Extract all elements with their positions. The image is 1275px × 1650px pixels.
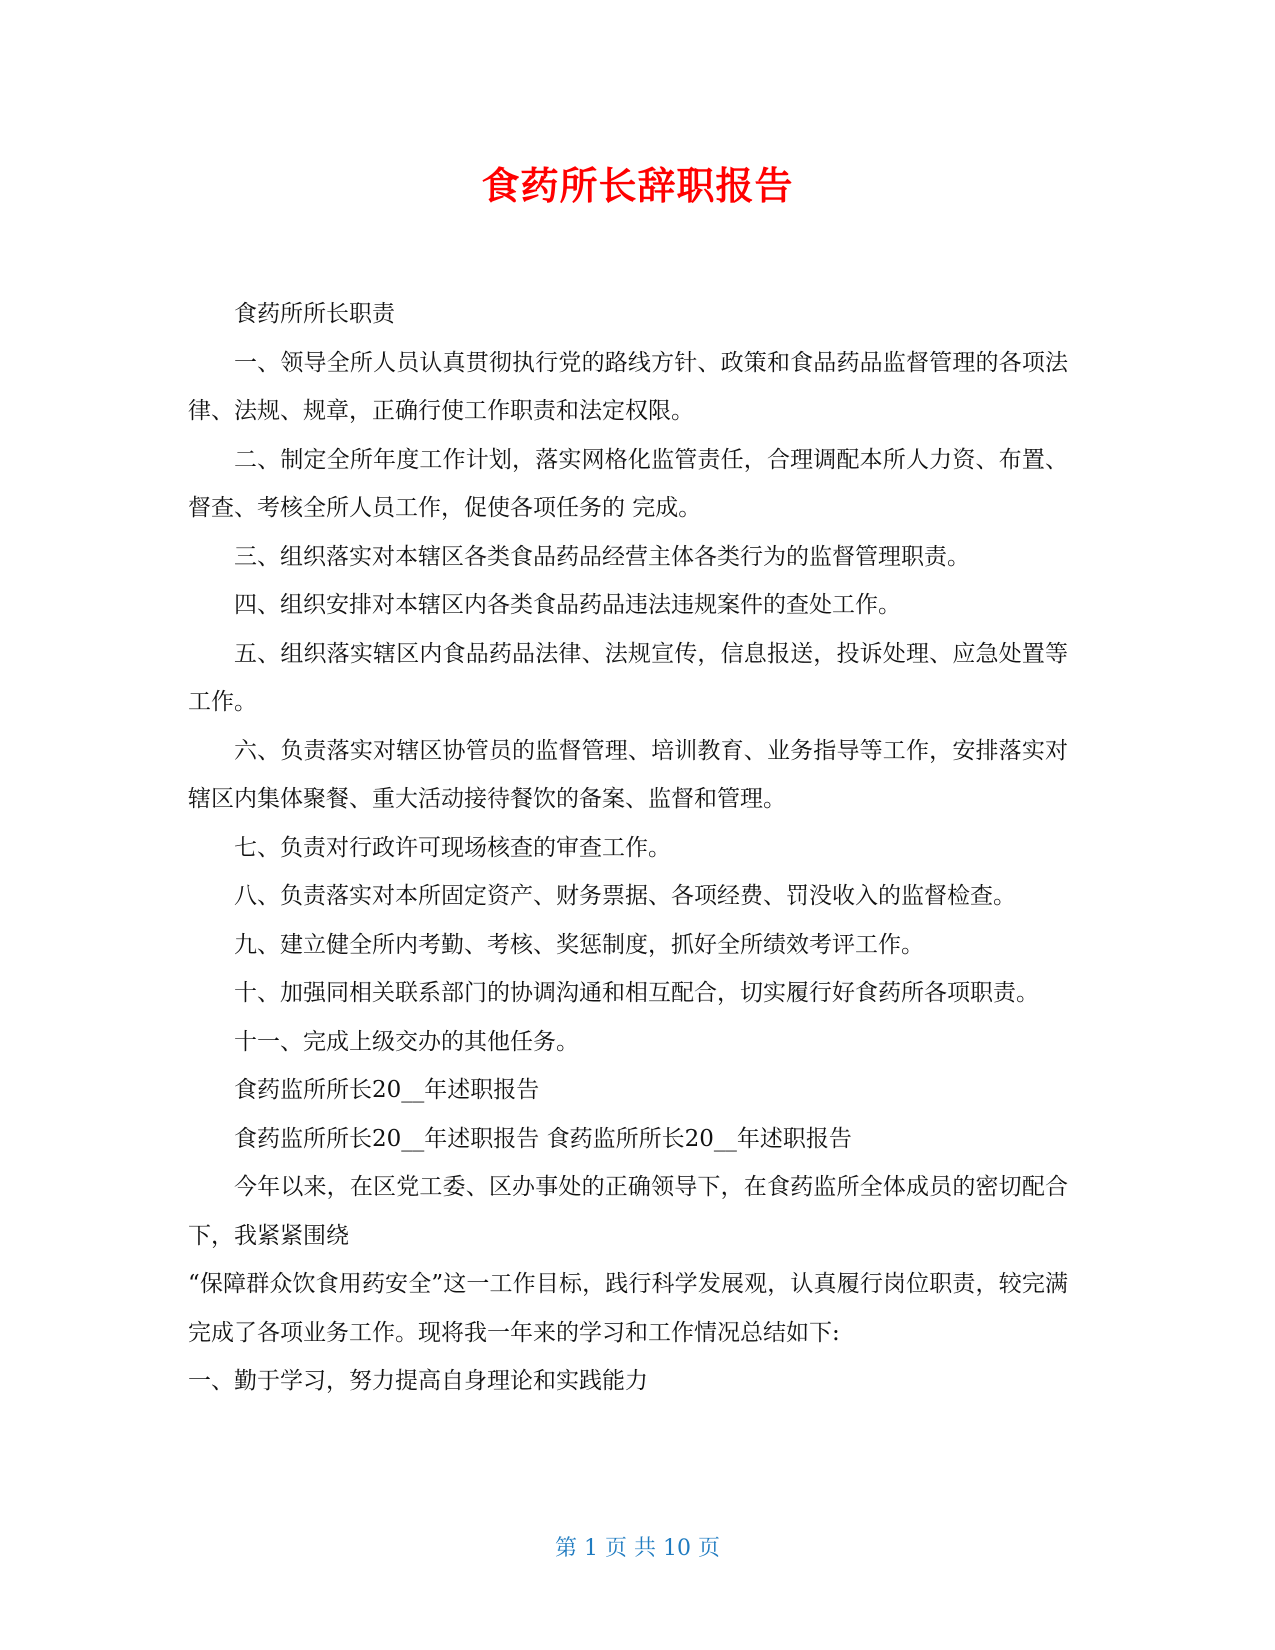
- paragraph: 二、制定全所年度工作计划，落实网格化监管责任，合理调配本所人力资、布置、督查、考核全所人员工作，促使各项任务的 完成。: [188, 446, 1068, 521]
- paragraph: 六、负责落实对辖区协管员的监督管理、培训教育、业务指导等工作，安排落实对辖区内集体聚餐、重大活动接待餐饮的备案、监督和管理。: [188, 737, 1068, 812]
- paragraph: 食药监所所长20__年述职报告: [234, 1077, 540, 1103]
- paragraph: 四、组织安排对本辖区内各类食品药品违法违规案件的查处工作。: [234, 592, 901, 618]
- paragraph: 十一、完成上级交办的其他任务。: [234, 1028, 579, 1055]
- page-number-footer: 第 1 页 共 10 页: [555, 1536, 720, 1561]
- paragraph: 七、负责对行政许可现场核查的审查工作。: [234, 834, 671, 861]
- paragraph: 九、建立健全所内考勤、考核、奖惩制度，抓好全所绩效考评工作。: [234, 931, 924, 958]
- paragraph: 食药监所所长20__年述职报告 食药监所所长20__年述职报告: [234, 1125, 852, 1152]
- section-heading: 一、勤于学习，努力提高自身理论和实践能力: [188, 1368, 648, 1394]
- document-title: 食药所长辞职报告: [481, 164, 794, 208]
- paragraph: 十、加强同相关联系部门的协调沟通和相互配合，切实履行好食药所各项职责。: [234, 980, 1039, 1006]
- paragraph: 今年以来，在区党工委、区办事处的正确领导下，在食药监所全体成员的密切配合下，我紧紧围绕: [188, 1174, 1068, 1249]
- paragraph: 五、组织落实辖区内食品药品法律、法规宣传，信息报送，投诉处理、应急处置等工作。: [188, 640, 1068, 715]
- document-body: [188, 290, 1068, 1406]
- paragraph: 食药所所长职责: [234, 301, 395, 327]
- paragraph: 八、负责落实对本所固定资产、财务票据、各项经费、罚没收入的监督检查。: [234, 883, 1016, 909]
- paragraph: 一、领导全所人员认真贯彻执行党的路线方针、政策和食品药品监督管理的各项法律、法规、规章，正确行使工作职责和法定权限。: [188, 349, 1068, 424]
- paragraph: “保障群众饮食用药安全”这一工作目标，践行科学发展观，认真履行岗位职责，较完满完成了各项业务工作。现将我一年来的学习和工作情况总结如下:: [188, 1271, 1068, 1346]
- paragraph: 三、组织落实对本辖区各类食品药品经营主体各类行为的监督管理职责。: [234, 543, 970, 570]
